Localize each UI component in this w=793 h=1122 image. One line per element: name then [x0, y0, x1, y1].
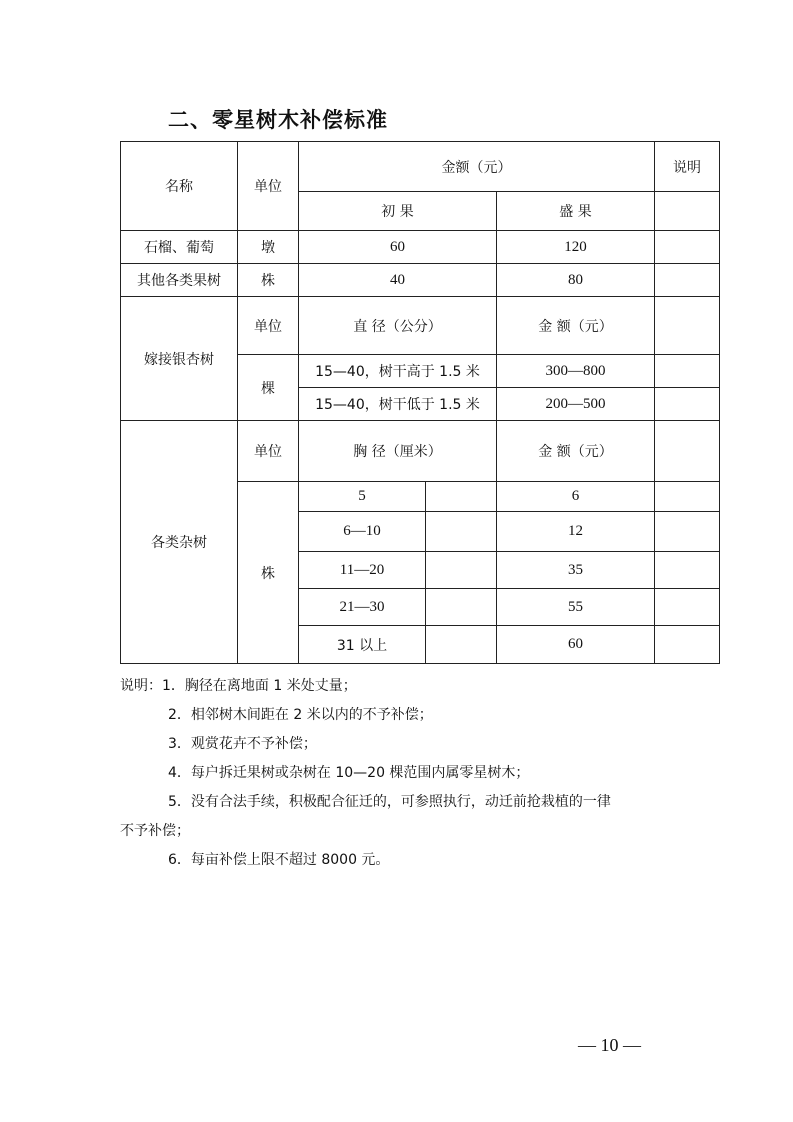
note-3: 3．观赏花卉不予补偿； — [168, 736, 317, 752]
ginkgo-spec: 15—40，树干高于 1.5 米 — [299, 355, 497, 388]
header-initial-fruit: 初 果 — [299, 192, 497, 231]
row-unit: 株 — [238, 264, 299, 297]
misc-size: 6—10 — [299, 512, 426, 552]
misc-unit: 株 — [238, 482, 299, 664]
ginkgo-name: 嫁接银杏树 — [121, 297, 238, 421]
ginkgo-diameter-label: 直 径（公分） — [299, 297, 497, 355]
row-full: 80 — [497, 264, 655, 297]
misc-amount-label: 金 额（元） — [497, 421, 655, 482]
misc-amount: 12 — [497, 512, 655, 552]
note-6: 6．每亩补偿上限不超过 8000 元。 — [168, 852, 390, 868]
row-name: 其他各类果树 — [121, 264, 238, 297]
header-full-fruit: 盛 果 — [497, 192, 655, 231]
misc-size: 31 以上 — [299, 626, 426, 664]
page-title: 二、零星树木补偿标准 — [168, 108, 388, 132]
ginkgo-amount: 200—500 — [497, 388, 655, 421]
header-name: 名称 — [121, 142, 238, 231]
note-5-line-1: 5．没有合法手续，积极配合征迁的，可参照执行，动迁前抢栽植的一律 — [168, 794, 611, 810]
note-2: 2．相邻树木间距在 2 米以内的不予补偿； — [168, 707, 433, 723]
header-note: 说明 — [655, 142, 720, 192]
ginkgo-amount-label: 金 额（元） — [497, 297, 655, 355]
note-1: 说明：1．胸径在离地面 1 米处丈量； — [120, 678, 357, 694]
row-initial: 40 — [299, 264, 497, 297]
misc-name: 各类杂树 — [121, 421, 238, 664]
row-initial: 60 — [299, 231, 497, 264]
row-name: 石榴、葡萄 — [121, 231, 238, 264]
misc-size: 11—20 — [299, 552, 426, 589]
misc-chest-label: 胸 径（厘米） — [299, 421, 497, 482]
page-number: — 10 — — [578, 1035, 641, 1055]
row-full: 120 — [497, 231, 655, 264]
ginkgo-amount: 300—800 — [497, 355, 655, 388]
header-unit: 单位 — [238, 142, 299, 231]
row-unit: 墩 — [238, 231, 299, 264]
note-5-line-2: 不予补偿； — [120, 823, 190, 839]
misc-amount: 55 — [497, 589, 655, 626]
misc-size: 21—30 — [299, 589, 426, 626]
header-amount: 金额（元） — [299, 142, 655, 192]
misc-amount: 35 — [497, 552, 655, 589]
ginkgo-spec: 15—40，树干低于 1.5 米 — [299, 388, 497, 421]
misc-size: 5 — [299, 482, 426, 512]
misc-unit-label: 单位 — [238, 421, 299, 482]
misc-amount: 60 — [497, 626, 655, 664]
misc-amount: 6 — [497, 482, 655, 512]
note-4: 4．每户拆迁果树或杂树在 10—20 棵范围内属零星树木； — [168, 765, 530, 781]
ginkgo-unit: 棵 — [238, 355, 299, 421]
ginkgo-unit-label: 单位 — [238, 297, 299, 355]
